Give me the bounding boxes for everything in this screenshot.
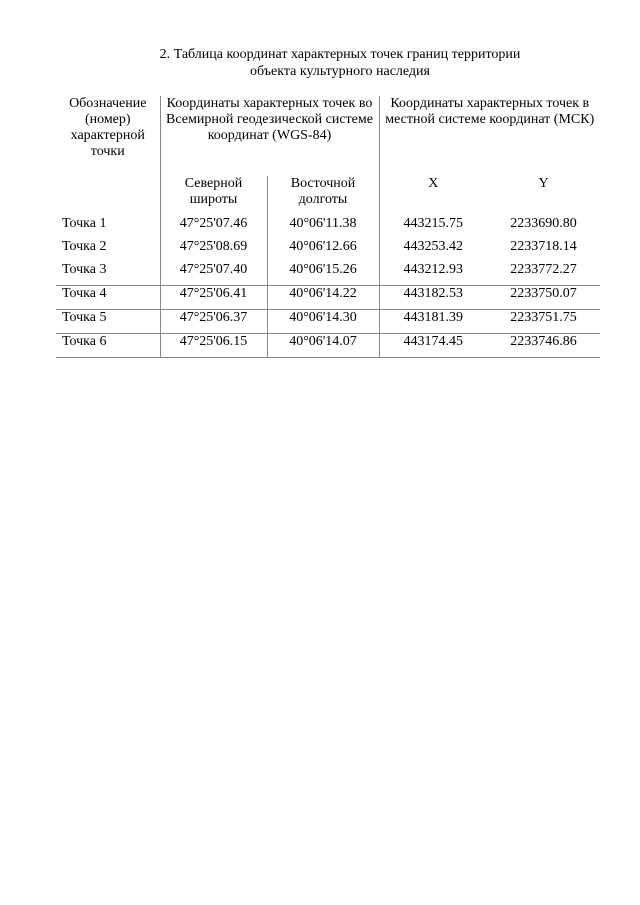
point-latitude: 47°25'07.46 [160, 216, 267, 239]
point-x: 443215.75 [403, 216, 463, 231]
point-longitude: 40°06'12.66 [267, 239, 379, 262]
point-latitude: 47°25'06.41 [160, 286, 267, 310]
page-title-line-1: 2. Таблица координат характерных точек границ территории [159, 47, 521, 62]
point-name: Точка 4 [56, 286, 160, 310]
header-y: Y [538, 176, 549, 191]
point-longitude: 40°06'15.26 [267, 262, 379, 286]
page-title-line-2: объекта культурного наследия [250, 64, 430, 79]
point-latitude: 47°25'06.15 [160, 334, 267, 358]
header-designation-spacer [56, 176, 160, 216]
point-latitude: 47°25'07.40 [160, 262, 267, 286]
point-name: Точка 3 [56, 262, 160, 286]
table-row [56, 239, 600, 262]
header-x: X [428, 176, 439, 191]
point-y: 2233718.14 [510, 239, 577, 254]
header-designation: Обозначение (номер) характерной точки [56, 96, 160, 176]
point-x: 443174.45 [379, 334, 487, 358]
header-wgs84: Координаты характерных точек во Всемирной геодезической системе координат (WGS-84) [160, 96, 379, 176]
point-longitude: 40°06'11.38 [267, 216, 379, 239]
point-name: Точка 1 [56, 216, 160, 239]
point-x: 443212.93 [403, 262, 463, 277]
table-row [56, 262, 600, 286]
header-msk: Координаты характерных точек в местной системе координат (МСК) [385, 96, 595, 127]
table-row [56, 334, 600, 358]
point-name: Точка 2 [56, 239, 160, 262]
point-longitude: 40°06'14.30 [267, 310, 379, 334]
table-row [56, 310, 600, 334]
point-name: Точка 6 [56, 334, 160, 358]
point-latitude: 47°25'08.69 [160, 239, 267, 262]
table-row [56, 216, 600, 239]
header-longitude: Восточной долготы [267, 176, 379, 216]
header-latitude: Северной широты [160, 176, 267, 216]
point-latitude: 47°25'06.37 [160, 310, 267, 334]
point-longitude: 40°06'14.07 [267, 334, 379, 358]
point-y: 2233772.27 [510, 262, 577, 277]
table-row [56, 286, 600, 310]
point-y: 2233746.86 [487, 334, 600, 358]
point-x: 443182.53 [379, 286, 487, 310]
point-x: 443253.42 [403, 239, 463, 254]
point-y: 2233751.75 [487, 310, 600, 334]
point-x: 443181.39 [379, 310, 487, 334]
coordinates-table [56, 96, 600, 358]
page-title [60, 46, 620, 80]
point-y: 2233690.80 [510, 216, 577, 231]
point-longitude: 40°06'14.22 [267, 286, 379, 310]
point-y: 2233750.07 [487, 286, 600, 310]
point-name: Точка 5 [56, 310, 160, 334]
